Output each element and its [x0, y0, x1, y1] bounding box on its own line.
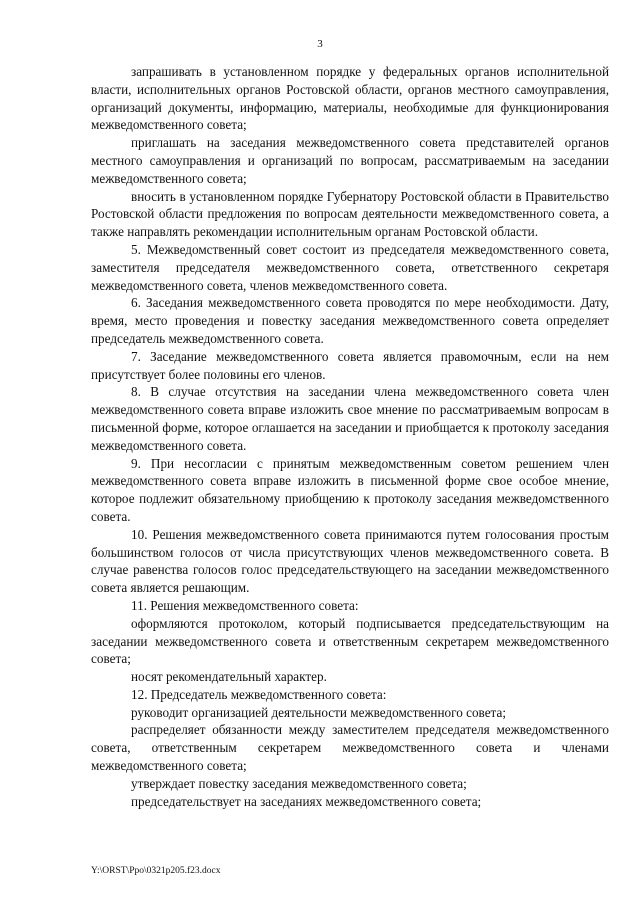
paragraph: оформляются протоколом, который подписывается председательствующим на заседании межведомственного совета и ответственным секретарем межведомственного совета; — [91, 615, 609, 667]
paragraph: 9. При несогласии с принятым межведомственным советом решением член межведомственного совета вправе изложить в письменной форме свое особое мнение, которое подлежит обязательному приобщению к протоколу заседания межведомственного совета. — [91, 455, 609, 524]
paragraph: 10. Решения межведомственного совета принимаются путем голосования простым большинством голосов от числа присутствующих членов межведомственного совета. В случае равенства голосов голос председательствующего на заседании межведомственного совета является решающим. — [91, 526, 609, 596]
paragraph: распределяет обязанности между заместителем председателя межведомственного совета, ответственным секретарем межведомственного совета и членами межведомственного совета; — [91, 722, 609, 774]
paragraph: 5. Межведомственный совет состоит из председателя межведомственного совета, заместителя председателя межведомственного совета, ответственного секретаря межведомственного совета, членов межведомственного совета. — [91, 241, 609, 293]
paragraph: утверждает повестку заседания межведомственного совета; — [131, 775, 467, 791]
document-body — [91, 63, 609, 810]
paragraph: 8. В случае отсутствия на заседании члена межведомственного совета член межведомственного совета вправе изложить свое мнение по рассматриваемым вопросам в письменной форме, которое оглашается на заседании и приобщается к протоколу заседания межведомственного совета. — [91, 384, 609, 453]
paragraph: 11. Решения межведомственного совета: — [131, 597, 359, 613]
paragraph: запрашивать в установленном порядке у федеральных органов исполнительной власти, исполнительных органов Ростовской области, органов местного самоуправления, организаций документы, информацию, материалы, необходимые для функционирования межведомственного совета; — [91, 64, 609, 133]
paragraph: председательствует на заседаниях межведомственного совета; — [131, 793, 482, 809]
paragraph: вносить в установленном порядке Губернатору Ростовской области в Правительство Ростовской области предложения по вопросам деятельности межведомственного совета, а также направлять рекомендации исполнительным органам Ростовской области. — [91, 188, 609, 240]
paragraph: приглашать на заседания межведомственного совета представителей органов местного самоуправления и организаций по вопросам, рассматриваемым на заседании межведомственного совета; — [91, 135, 609, 186]
page-number: 3 — [317, 38, 323, 50]
paragraph: 7. Заседание межведомственного совета является правомочным, если на нем присутствует более половины его членов. — [91, 348, 609, 382]
paragraph: носят рекомендательный характер. — [131, 669, 327, 685]
paragraph: 12. Председатель межведомственного совета: — [131, 686, 387, 702]
footer-file-path: Y:\ORST\Ppo\0321p205.f23.docx — [91, 866, 221, 876]
paragraph: руководит организацией деятельности межведомственного совета; — [131, 704, 506, 720]
paragraph: 6. Заседания межведомственного совета проводятся по мере необходимости. Дату, время, место проведения и повестку заседания межведомственного совета определяет председатель межведомственного совета. — [91, 295, 609, 346]
